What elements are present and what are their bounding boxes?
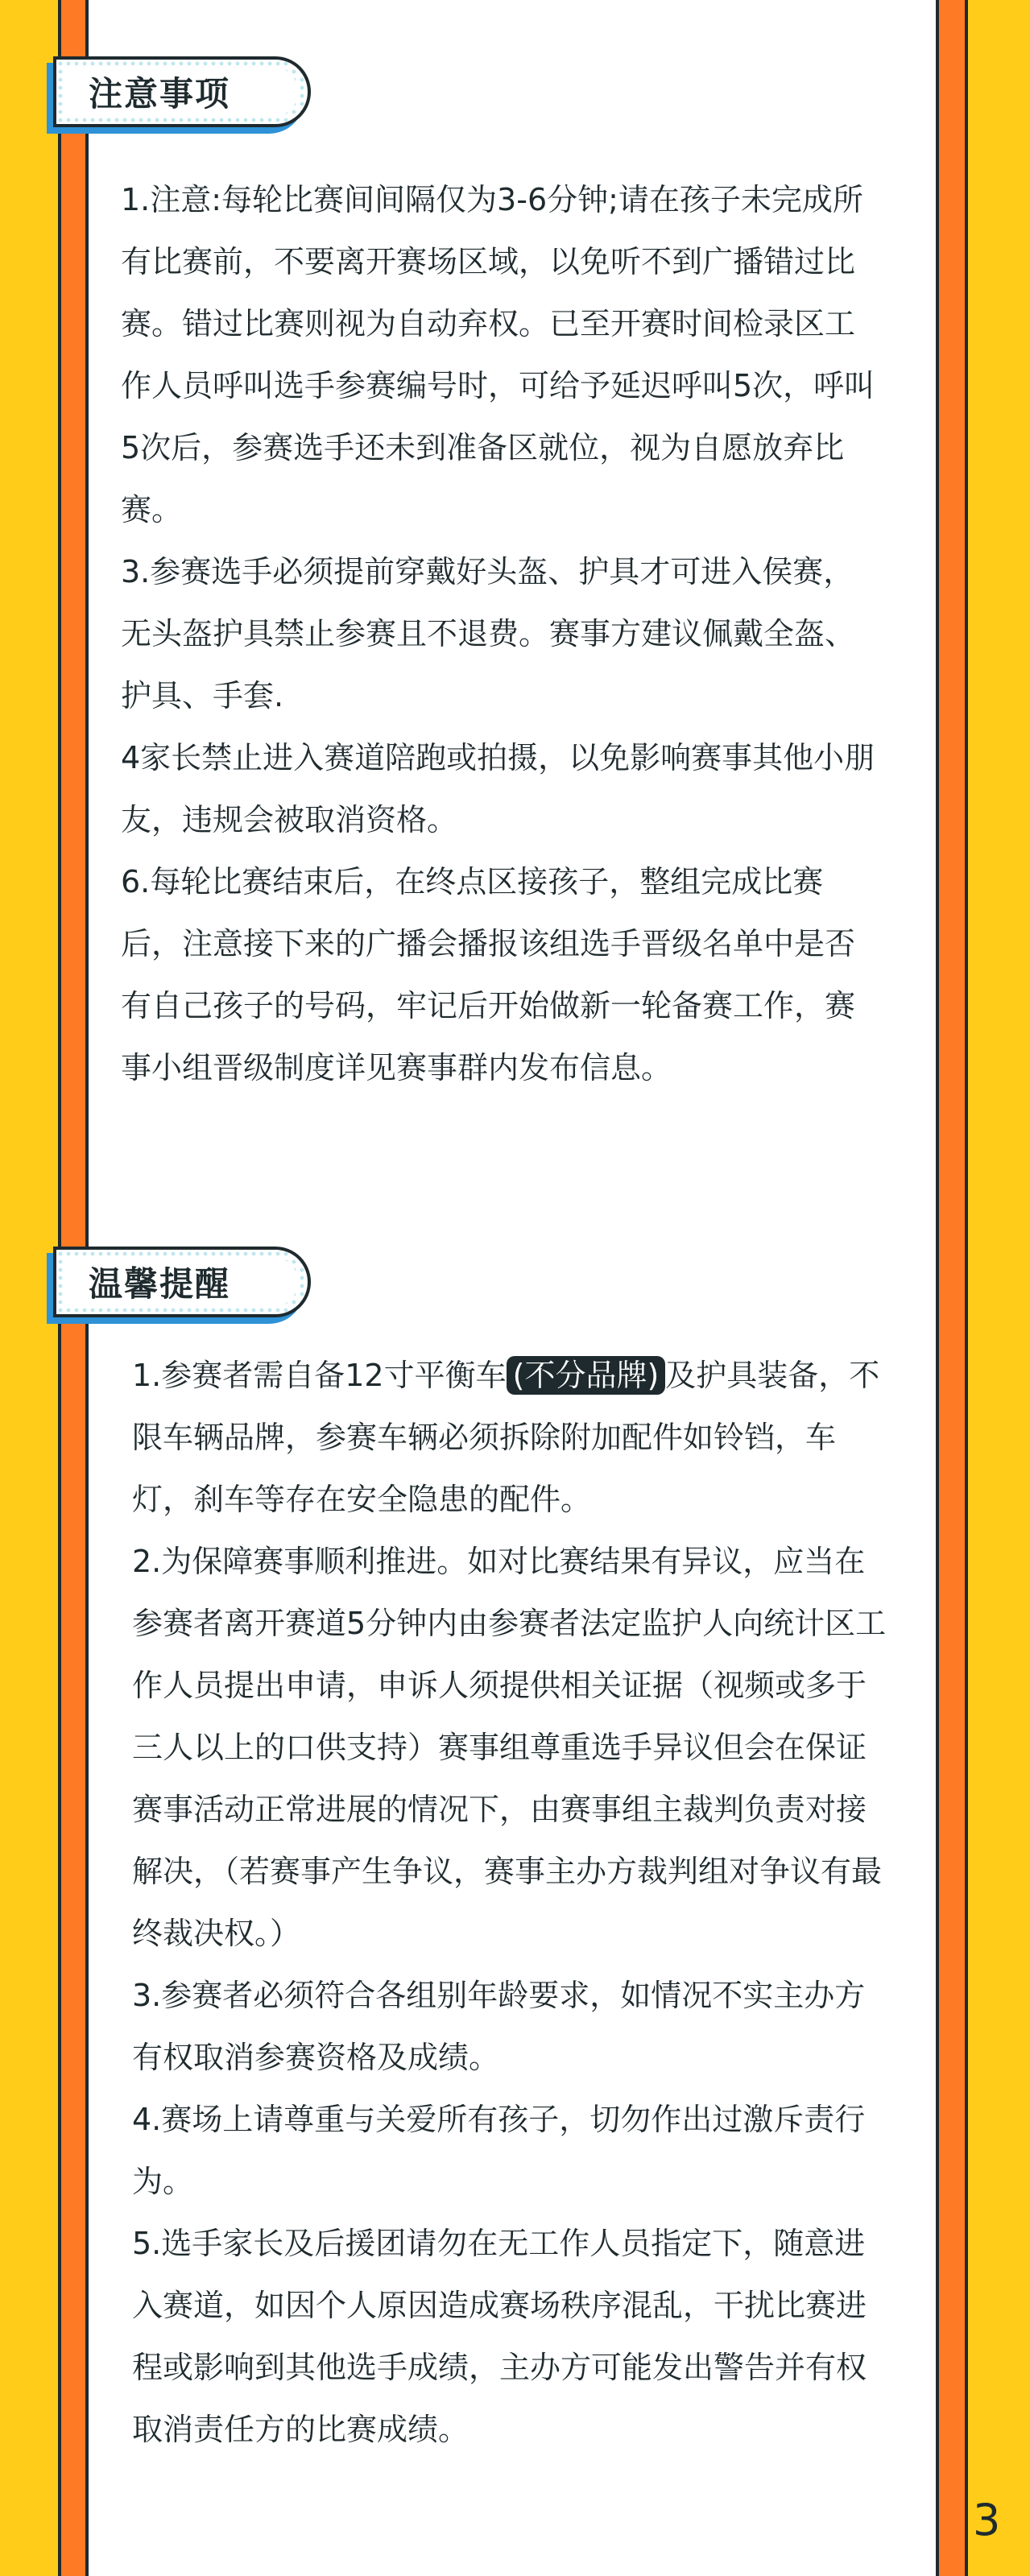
highlight-no-brand: (不分品牌) (507, 1356, 666, 1395)
notes-paragraph-1: 1.注意:每轮比赛间间隔仅为3-6分钟;请在孩子未完成所有比赛前，不要离开赛场区域，以免听不到广播错过比赛。错过比赛则视为自动弃权。已至开赛时间检录区工作人员呼叫选手参赛编号时，可给予延迟呼叫5次，呼叫5次后，参赛选手还未到准备区就位，视为自愿放弃比赛。 (121, 182, 875, 527)
reminder-paragraph-4: 4.赛场上请尊重与关爱所有孩子，切勿作出过激斥责行为。 (132, 2102, 866, 2199)
reminders-body (132, 1345, 889, 2461)
notes-paragraph-6: 6.每轮比赛结束后，在终点区接孩子，整组完成比赛后，注意接下来的广播会播报该组选手晋级名单中是否有自己孩子的号码，牢记后开始做新一轮备赛工作，赛事小组晋级制度详见赛事群内发布信息。 (121, 864, 856, 1085)
notes-body (121, 169, 878, 1099)
section-title: 温馨提醒 (89, 1264, 231, 1304)
right-orange-stripe (936, 0, 968, 2576)
notes-paragraph-3: 3.参赛选手必须提前穿戴好头盔、护具才可进入侯赛，无头盔护具禁止参赛且不退费。赛事方建议佩戴全盔、护具、手套. (121, 554, 856, 713)
page-number: 3 (973, 2495, 1001, 2545)
reminder-paragraph-5: 5.选手家长及后援团请勿在无工作人员指定下，随意进入赛道，如因个人原因造成赛场秩序混乱，干扰比赛进程或影响到其他选手成绩，主办方可能发出警告并有权取消责任方的比赛成绩。 (132, 2226, 867, 2447)
section-header-reminders (53, 1247, 311, 1317)
reminder-paragraph-2: 2.为保障赛事顺利推进。如对比赛结果有异议，应当在参赛者离开赛道5分钟内由参赛者法定监护人向统计区工作人员提出申请，申诉人须提供相关证据（视频或多于三人以上的口供支持）赛事组尊重选手异议但会在保证赛事活动正常进展的情况下，由赛事组主裁判负责对接解决，（若赛事产生争议，赛事主办方裁判组对争议有最终裁决权。） (132, 1544, 887, 1951)
section-header-notes (53, 56, 311, 127)
reminder-paragraph-1: 1.参赛者需自备12寸平衡车 (不分品牌) 及护具装备，不限车辆品牌，参赛车辆必须拆除附加配件如铃铛，车灯，刹车等存在安全隐患的配件。 (132, 1358, 880, 1517)
reminder-paragraph-3: 3.参赛者必须符合各组别年龄要求，如情况不实主办方有权取消参赛资格及成绩。 (132, 1978, 866, 2075)
section-title: 注意事项 (89, 74, 231, 114)
notes-paragraph-4: 4家长禁止进入赛道陪跑或拍摄，以免影响赛事其他小朋友，违规会被取消资格。 (121, 740, 875, 837)
